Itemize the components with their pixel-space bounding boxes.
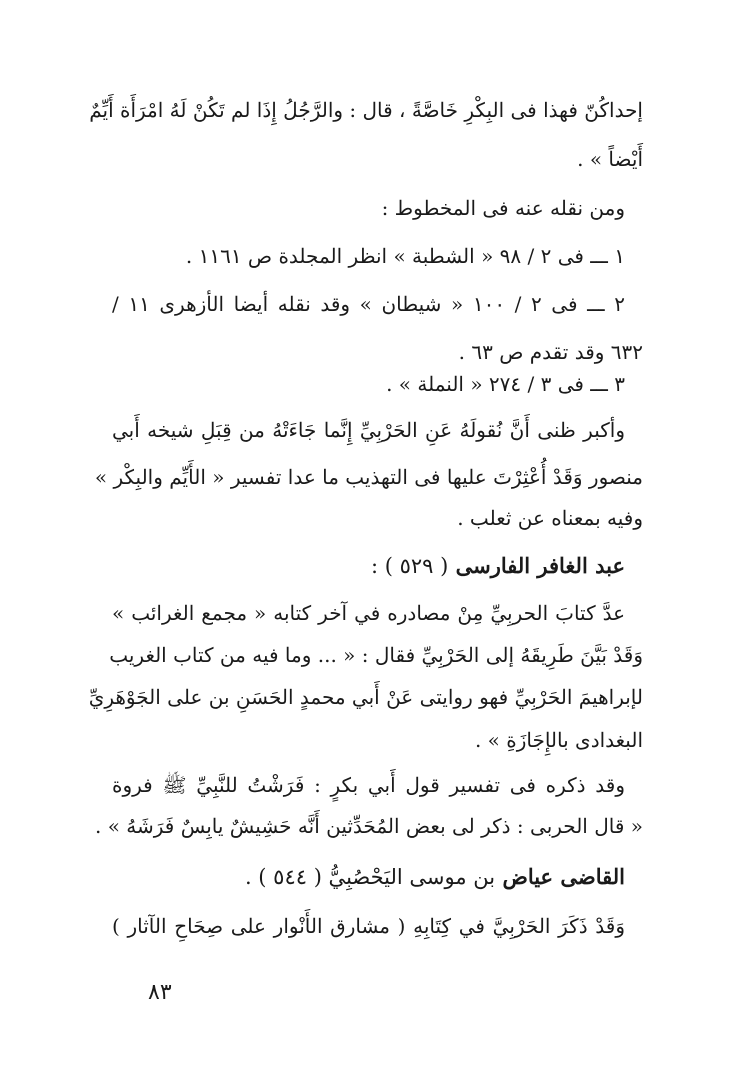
- page-number: ٨٣: [148, 980, 172, 1005]
- text-line-3: ومن نقله عنه فى المخطوط :: [381, 196, 625, 220]
- list-item-2-continued: ٦٣٢ وقد تقدم ص ٦٣ .: [458, 340, 643, 364]
- list-item-3: ٣ ـــ فى ٣ / ٢٧٤ « النملة » .: [386, 372, 625, 396]
- text-line-14: البغدادى بالإِجَازَةِ » .: [474, 728, 643, 752]
- heading-rest: بن موسى اليَحْصُبِيُّ ( ٥٤٤ ) .: [244, 865, 496, 889]
- text-line-17: وَقَدْ ذَكَرَ الحَرْبِيَّ في كِتَابِهِ ( مشارق الأَنْوار على صِحَاحِ الآثار ): [112, 914, 625, 938]
- heading-name: القاضى عياض: [502, 864, 625, 889]
- text-line-12: وَقَدْ بَيَّنَ طَرِيقَهُ إلى الحَرْبِيِّ فقال : « ... وما فيه من كتاب الغريب: [109, 643, 643, 667]
- heading-name: عبد الغافر الفارسى: [455, 553, 625, 578]
- text-line-9: منصور وَقَدْ أُعْثِرْتَ عليها فى التهذيب ما عدا تفسير « الأَيِّم والبِكْر »: [94, 465, 643, 489]
- section-heading-abd-al-ghafir: [112, 553, 643, 578]
- text-line-11: عدَّ كتابَ الحربِيِّ مِنْ مصادره في آخر كتابه « مجمع الغرائب »: [112, 601, 625, 625]
- text-line-2: أَيْضاً » .: [577, 147, 643, 171]
- list-item-2: ٢ ـــ فى ٢ / ١٠٠ « شيطان » وقد نقله أيضا الأزهرى ١١ /: [112, 292, 625, 316]
- text-line-13: لإبراهيمَ الحَرْبِيِّ فهو روايتى عَنْ أَبي محمدٍ الحَسَنِ بن على الجَوْهَرِيِّ: [88, 685, 643, 709]
- text-line-16: « قال الحربى : ذكر لى بعض المُحَدِّثين أَنَّه حَشِيشٌ يابِسٌ فَرَشَهُ » .: [94, 814, 643, 838]
- heading-rest: ( ٥٢٩ ) :: [370, 554, 449, 578]
- text-line-1: إحداكُنّ فهذا فى البِكْرِ خَاصَّةً ، قال : والرَّجُلُ إِذَا لم تَكُنْ لَهُ امْرَأَة أَيِّمٌ: [89, 98, 643, 122]
- text-block: [88, 0, 643, 960]
- section-heading-qadi-iyad: [112, 864, 643, 889]
- list-item-1: ١ ـــ فى ٢ / ٩٨ « الشطبة » انظر المجلدة ص ١١٦١ .: [185, 244, 625, 268]
- text-line-8: وأكبر ظنى أَنَّ نُقولَهُ عَنِ الحَرْبِيِّ إِنَّما جَاءَتْهُ من قِبَلِ شيخه أَبي: [112, 418, 625, 442]
- text-line-15: وقد ذكره فى تفسير قول أَبي بكرٍ : فَرَشْتُ للنَّبِيِّ ﷺ فروة: [112, 773, 625, 797]
- text-line-10: وفيه بمعناه عن ثعلب .: [457, 506, 643, 530]
